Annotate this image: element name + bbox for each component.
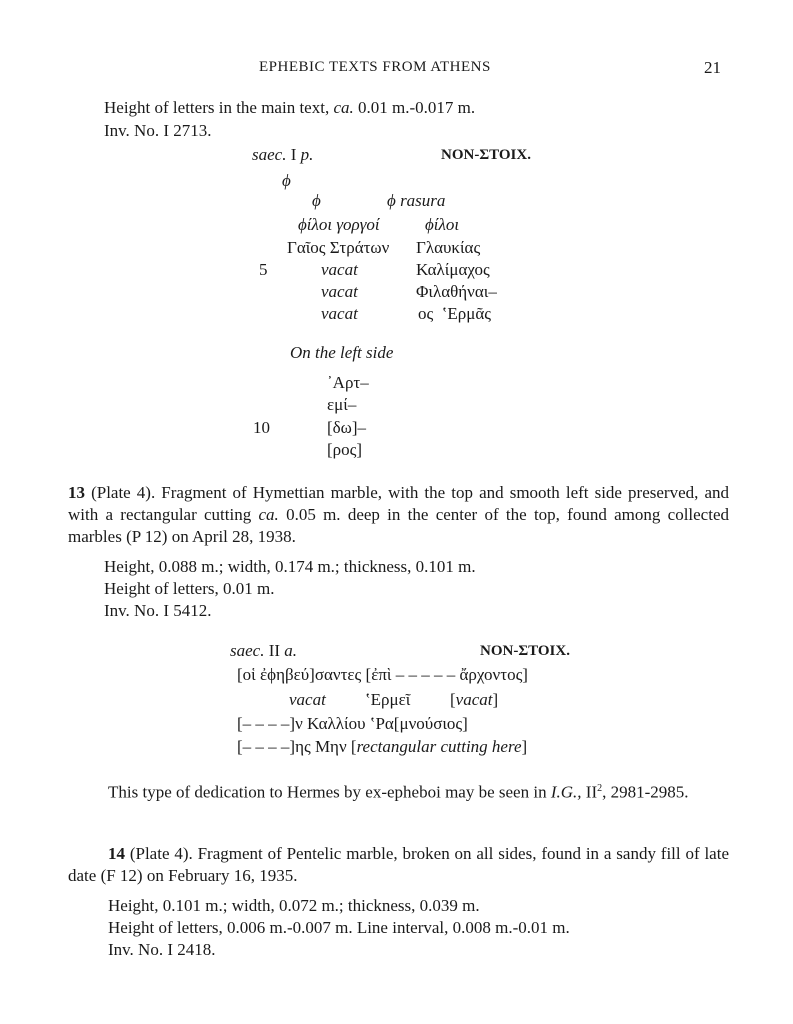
entry-14-text: (Plate 4). Fragment of Pentelic marble, broken on all sides, found in a sandy fill of late date (F 12) on February 16, 1935.: [68, 844, 729, 885]
entry-13-inv-number: Inv. No. I 5412.: [104, 601, 212, 620]
dedication-text-a: This type of dedication to Hermes by ex-epheboi may be seen in: [108, 782, 551, 802]
insc2-line4-b: ]: [521, 737, 528, 756]
insc2-date: [230, 640, 297, 662]
insc1-line3-right: ϕίλοι: [425, 215, 460, 234]
insc1-left-side-heading: On the left side: [290, 343, 394, 362]
insc1-line2-phi: ϕ: [312, 191, 321, 210]
entry-14-number: 14: [108, 844, 125, 863]
insc1-nonstoix: NON-ΣΤΟΙΧ.: [441, 147, 531, 163]
insc1-phi3: ϕ: [387, 191, 396, 210]
entry-13-number: 13: [68, 483, 85, 502]
entry-13-text-ca: ca.: [258, 505, 279, 524]
prev-letter-height-b: 0.01 m.-0.017 m.: [353, 98, 476, 117]
dedication-sup: 2: [597, 783, 603, 794]
entry-13-description: [68, 482, 729, 548]
insc1-saec: saec.: [252, 145, 287, 164]
insc2-line4: [237, 736, 527, 758]
insc1-saec-p: p.: [300, 145, 314, 164]
insc2-line4-a: [– – – –]ης Μην [: [237, 737, 357, 756]
entry-13-letter-height: Height of letters, 0.01 m.: [104, 579, 275, 598]
insc1-saec-num: I: [286, 145, 301, 164]
prev-letter-height-a: Height of letters in the main text,: [104, 98, 334, 117]
insc2-line2-right: [450, 689, 498, 711]
insc2-line2-mid: ʽΕρμεῖ: [365, 690, 411, 709]
insc2-saec-num: II: [264, 641, 285, 660]
dedication-text-c: , 2981-2985.: [602, 782, 689, 802]
insc2-line2-right-vacat: vacat: [455, 690, 493, 709]
entry-13-text-a: (Plate 4). Fragment of Hymettian marble, with the top and smooth left side preserved, and with a rectangular cutting: [68, 483, 729, 524]
insc2-line2-vacat: vacat: [289, 690, 326, 709]
insc1-rasura: rasura: [395, 191, 446, 210]
insc1-line5-left: vacat: [321, 260, 358, 279]
insc2-saec-a: a.: [284, 641, 298, 660]
insc1-line6-left: vacat: [321, 282, 358, 301]
dedication-text-b: II: [581, 782, 598, 802]
prev-letter-height-ca: ca.: [333, 98, 354, 117]
insc1-line9: εμί–: [327, 395, 357, 414]
page-number: 21: [704, 58, 721, 77]
insc2-saec: saec.: [230, 641, 265, 660]
insc2-line4-italic: rectangular cutting here: [356, 737, 522, 756]
insc1-line6-right: Φιλαθήναι–: [416, 282, 497, 301]
entry-14-description: [68, 843, 729, 887]
entry-14-dimensions: Height, 0.101 m.; width, 0.072 m.; thickness, 0.039 m.: [108, 896, 480, 915]
insc1-line1: ϕ: [282, 171, 291, 190]
insc1-line7-left: vacat: [321, 304, 358, 323]
insc2-line1: [οἱ ἐϕηβεύ]σαντες [ἐπὶ – – – – – ἄρχοντος]: [237, 665, 528, 684]
dedication-ig: I.G.,: [550, 782, 582, 802]
insc2-line2-open: [: [450, 690, 456, 709]
entry-13-text-b: 0.05 m. deep in the center of the top, found among collected marbles (P 12) on April 28, 1938.: [68, 505, 729, 546]
insc1-line11: [ρος]: [327, 440, 363, 459]
insc1-line3-left: ϕίλοι γοργοί: [298, 215, 380, 234]
insc1-line10: [δω]–: [327, 418, 367, 437]
insc1-line2-rasura: [387, 190, 445, 212]
insc1-line4-left: Γαῖος Στράτων: [287, 238, 390, 257]
entry-14-letter-height: Height of letters, 0.006 m.-0.007 m. Line interval, 0.008 m.-0.01 m.: [108, 918, 570, 937]
insc1-line5-right: Καλίμαχος: [416, 260, 490, 279]
running-header: EPHEBIC TEXTS FROM ATHENS: [259, 59, 491, 75]
insc1-line-number-5: 5: [259, 260, 268, 279]
insc1-line7-right: ος ʽΕρμᾶς: [418, 304, 492, 323]
insc2-line3: [– – – –]ν Καλλίου ʽΡα[μνούσιος]: [237, 714, 468, 733]
insc1-line8: ᾽Αρτ–: [327, 373, 369, 392]
insc1-line-number-10: 10: [253, 418, 270, 437]
insc1-date: [252, 144, 313, 166]
insc2-line2-close: ]: [492, 690, 499, 709]
dedication-note: [68, 778, 729, 804]
entry-13-dimensions: Height, 0.088 m.; width, 0.174 m.; thickness, 0.101 m.: [104, 557, 476, 576]
prev-letter-height: [104, 97, 475, 119]
insc2-nonstoix: NON-ΣΤΟΙΧ.: [480, 643, 570, 659]
entry-14-inv-number: Inv. No. I 2418.: [108, 940, 216, 959]
insc1-line4-right: Γλαυκίας: [416, 238, 481, 257]
prev-inv-number: Inv. No. I 2713.: [104, 121, 212, 140]
